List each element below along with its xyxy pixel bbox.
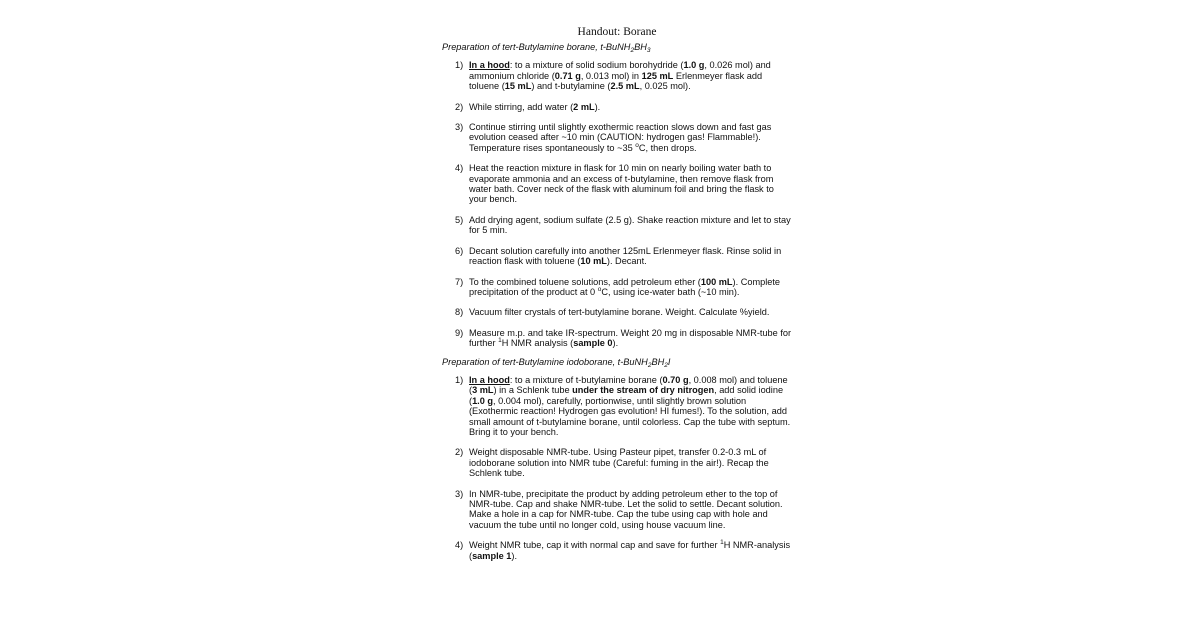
iodoborane-steps-list [442,375,792,561]
step-number: 4) [455,540,464,551]
borane-step-8: 8) Vacuum filter crystals of tert-butylamine borane. Weight. Calculate %yield. [455,307,770,318]
step-number: 4) [455,163,464,174]
step-number: 3) [455,122,464,133]
borane-step-9: 9) Measure m.p. and take IR-spectrum. Weight 20 mg in disposable NMR-tube for further $^1$H NMR analysis (sample 0). [455,327,792,349]
borane-step-2: 2) While stirring, add water (2 mL). [455,101,601,112]
section-heading-iodoborane: Preparation of tert-Butylamine iodoborane, $t-BuNH_2BH_2I$ [442,356,671,369]
borane-step-7: 7) To the combined toluene solutions, add petroleum ether (100 mL). Complete precipitation of the product at 0 $^o$C, using ice-water bath (~10 min). [455,276,781,297]
step-number: 8) [455,307,464,318]
page-title: Handout: Borane [577,26,657,38]
iodoborane-step-2: 2) Weight disposable NMR-tube. Using Pasteur pipet, transfer 0.2-0.3 mL of iodoborane solution into NMR tube (Careful: fuming in the air!). Recap the Schlenk tube. [455,447,769,479]
step-number: 7) [455,276,464,287]
step-number: 1) [455,374,464,385]
hood-warning: In a hood [469,60,510,71]
section-heading-borane: Preparation of tert-Butylamine borane, $t-BuNH_2BH_3$ [442,42,651,54]
step-number: 2) [455,447,464,458]
step-number: 2) [455,101,464,112]
iodoborane-step-3: 3) In NMR-tube, precipitate the product by adding petroleum ether to the top of NMR-tube. Cap and shake NMR-tube. Let the solid to settle. Decant solution. Make a hole in a cap for NMR-tube. Cap the tube using cap with hole and vacuum the tube until no longer cold, using house vacuum line. [455,488,783,530]
borane-steps-list [442,60,792,348]
handout-page [442,26,792,571]
iodoborane-step-4: 4) Weight NMR tube, cap it with normal cap and save for further $^1$H NMR-analysis (sample 1). [455,539,791,561]
borane-step-3: 3) Continue stirring until slightly exothermic reaction slows down and fast gas evolution ceased after ~10 min (CAUTION: hydrogen gas! Flammable!). Temperature rises spontaneously to ~35 $^o$C, then drops. [455,122,772,153]
borane-step-6: 6) Decant solution carefully into another 125mL Erlenmeyer flask. Rinse solid in reaction flask with toluene (10 mL). Decant. [455,245,782,267]
step-number: 1) [455,60,464,71]
borane-step-1: 1) In a hood: to a mixture of solid sodium borohydride (1.0 g, 0.026 mol) and ammonium chloride (0.71 g, 0.013 mol) in 125 mL Erlenmeyer flask add toluene (15 mL) and t-butylamine (2.5 mL, 0.025 mol). [455,60,771,92]
hood-warning: In a hood [469,374,510,385]
step-number: 5) [455,214,464,225]
step-number: 3) [455,488,464,499]
iodoborane-step-1: 1) In a hood: to a mixture of t-butylamine borane (0.70 g, 0.008 mol) and toluene (3 mL) in a Schlenk tube under the stream of dry nitrogen, add solid iodine (1.0 g, 0.004 mol), carefully, portionwise, until slightly brown solution (Exothermic reaction! Hydrogen gas evolution! HI fumes!). To the solution, add small amount of t-butylamine borane, until colorless. Cap the tube with septum. Bring it to your bench. [455,374,791,437]
step-number: 6) [455,245,464,256]
borane-step-5: 5) Add drying agent, sodium sulfate (2.5 g). Shake reaction mixture and let to stay for 5 min. [455,214,791,236]
borane-step-4: 4) Heat the reaction mixture in flask for 10 min on nearly boiling water bath to evaporate ammonia and an excess of t-butylamine, then remove flask from water bath. Cover neck of the flask with aluminum foil and bring the flask to your bench. [455,163,774,205]
step-number: 9) [455,327,464,338]
